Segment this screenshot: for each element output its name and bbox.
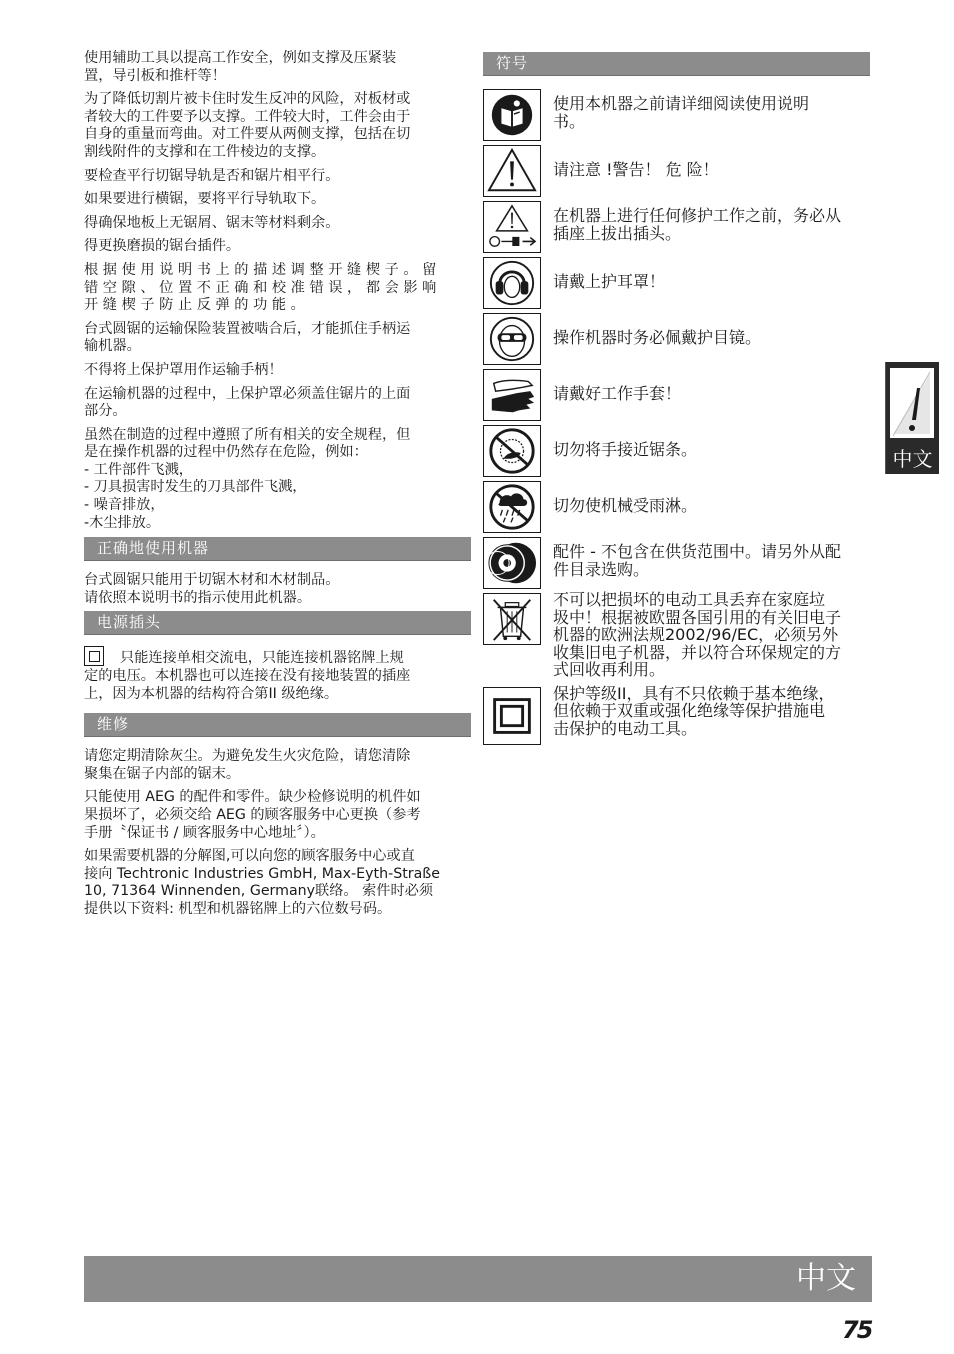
text-line: 在运输机器的过程中，上保护罩必须盖住锯片的上面 <box>84 385 411 402</box>
symbol-row <box>483 481 870 537</box>
text-line: - 刀具损害时发生的刀具部件飞溅， <box>84 479 307 496</box>
text-line: 割线附件的支撑和在工件棱边的支撑。 <box>84 143 326 160</box>
symbol-description <box>553 441 697 459</box>
text-line: 但依赖于双重或强化绝缘等保护措施电 <box>553 701 826 720</box>
left-column <box>84 50 471 925</box>
paragraph <box>84 215 471 233</box>
paragraph <box>84 321 471 356</box>
text-line: 根据使用说明书上的描述调整开缝楔子。留 <box>84 261 441 278</box>
text-line: 提供以下资料: 机型和机器铭牌上的六位数号码。 <box>84 900 392 917</box>
text-line: 保护等级II，具有不只依赖于基本绝缘， <box>553 683 835 703</box>
symbol-row <box>483 313 870 369</box>
paragraph <box>84 386 471 421</box>
text-line: 件目录选购。 <box>553 559 650 579</box>
text-line: 如果要进行横锯，要将平行导轨取下。 <box>84 191 326 208</box>
symbol-description <box>553 591 841 679</box>
eye-protection-icon <box>483 313 541 365</box>
power-plug-text <box>84 646 471 703</box>
exclamation-warning-icon <box>890 368 934 438</box>
no-hands-near-blade-icon <box>483 425 541 477</box>
symbol-row <box>483 683 870 747</box>
text-line: 只能连接单相交流电，只能连接机器铭牌上规 <box>120 650 404 667</box>
text-line: 如果需要机器的分解图,可以向您的顾客服务中心或直 <box>84 848 415 865</box>
symbol-description <box>553 329 761 347</box>
section-heading-power-plug: 电源插头 <box>84 611 471 635</box>
accessory-blades-icon <box>483 537 541 589</box>
warning-triangle-icon <box>483 145 541 197</box>
text-line: 得更换磨损的锯台插件。 <box>84 238 241 255</box>
text-line: 台式圆锯的运输保险装置被啮合后，才能抓住手柄运 <box>84 320 411 337</box>
protection-class-2-icon <box>84 646 104 666</box>
text-line: 切勿使机械受雨淋。 <box>553 496 698 515</box>
read-manual-icon <box>483 89 541 141</box>
text-line: 不得将上保护罩用作运输手柄！ <box>84 361 283 378</box>
text-line: 10, 71364 Winnenden, Germany联络。 索件时必须 <box>84 883 434 900</box>
text-line: 插座上拔出插头。 <box>553 223 682 243</box>
symbol-description <box>553 685 834 738</box>
symbol-row <box>483 89 870 145</box>
text-line: 置，导引板和推杆等！ <box>84 67 226 84</box>
language-side-tab <box>885 362 939 474</box>
text-line: 击保护的电动工具。 <box>553 718 698 738</box>
text-line: 果损坏了，必须交给 AEG 的顾客服务中心更换（参考 <box>84 807 421 823</box>
text-line: 请依照本说明书的指示使用此机器。 <box>84 589 312 606</box>
text-line: 自身的重量而弯曲。对工件要从两侧支撑，包括在切 <box>84 126 411 143</box>
unplug-warning-icon <box>483 201 541 253</box>
side-tab-label: 中文 <box>892 447 933 471</box>
text-line: 切勿将手接近锯条。 <box>553 440 698 459</box>
text-line: 错空隙、位置不正确和校准错误，都会影响 <box>84 279 441 296</box>
text-line: 不可以把损坏的电动工具丢弃在家庭垃 <box>553 590 826 609</box>
text-line: 配件 - 不包含在供货范围中。请另外从配 <box>553 542 841 561</box>
text-line: 聚集在锯子内部的锯末。 <box>84 765 241 782</box>
text-line: 操作机器时务必佩戴护目镜。 <box>553 328 762 347</box>
symbol-row <box>483 590 870 687</box>
no-rain-icon <box>483 481 541 533</box>
text-line: 请注意 !警告！ 危 险！ <box>553 160 719 179</box>
symbol-description <box>553 95 809 130</box>
text-line: 台式圆锯只能用于切锯木材和木材制品。 <box>84 572 340 589</box>
gloves-icon <box>483 369 541 421</box>
text-line: 请戴好工作手套！ <box>553 384 682 403</box>
text-line: 接向 Techtronic Industries GmbH, Max-Eyth-Straße <box>84 865 440 882</box>
text-line: -木尘排放。 <box>84 514 161 531</box>
symbol-list <box>483 89 870 747</box>
section-heading-symbols: 符号 <box>483 52 870 76</box>
text-line: 者较大的工件要予以支撑。工件较大时，工件会由于 <box>84 108 411 125</box>
protection-class-2-icon <box>483 687 541 745</box>
paragraph <box>84 50 471 85</box>
text-line: 使用本机器之前请详细阅读使用说明 <box>553 94 810 113</box>
symbol-description <box>553 207 841 242</box>
text-line: 要检查平行切锯导轨是否和锯片相平行。 <box>84 167 340 184</box>
text-line: 使用辅助工具以提高工作安全，例如支撑及压紧装 <box>84 50 397 66</box>
maintenance-paragraphs <box>84 748 471 918</box>
text-line: 收集旧电子机器，并以符合环保规定的方 <box>553 642 842 662</box>
symbol-description <box>553 497 697 515</box>
symbol-row <box>483 425 870 481</box>
paragraph <box>84 191 471 209</box>
text-line: 上，因为本机器的结构符合第II 级绝缘。 <box>84 685 339 702</box>
text-line: 部分。 <box>84 403 127 420</box>
section-heading-maintenance: 维修 <box>84 713 471 737</box>
paragraph <box>84 748 471 783</box>
text-line: 在机器上进行任何修护工作之前，务必从 <box>553 206 842 225</box>
text-line: 虽然在制造的过程中遵照了所有相关的安全规程，但 <box>84 426 411 443</box>
footer-bar <box>84 1256 872 1302</box>
text-line: 式回收再利用。 <box>553 660 666 679</box>
symbol-description <box>553 543 841 578</box>
text-line: 手册〝保证书 / 顾客服务中心地址〞）。 <box>84 824 325 841</box>
text-line: 得确保地板上无锯屑、锯末等材料剩余。 <box>84 214 340 231</box>
footer-language-label: 中文 <box>796 1261 856 1296</box>
text-line: 圾中！根据被欧盟各国引用的有关旧电子 <box>553 607 842 627</box>
text-line: 书。 <box>553 111 586 131</box>
ear-protection-icon <box>483 257 541 309</box>
paragraph <box>84 238 471 256</box>
paragraph <box>84 362 471 380</box>
text-line: 开缝楔子防止反弹的功能。 <box>84 297 310 314</box>
text-line: 定的电压。本机器也可以连接在没有接地装置的插座 <box>84 668 411 685</box>
paragraph <box>84 848 471 918</box>
weee-bin-icon <box>483 593 541 645</box>
paragraph <box>84 91 471 161</box>
symbol-row <box>483 145 870 201</box>
text-line: 请您定期清除灰尘。为避免发生火灾危险，请您清除 <box>84 748 411 765</box>
text-line: 输机器。 <box>84 338 141 355</box>
text-line: 请戴上护耳罩！ <box>553 272 666 291</box>
symbol-description <box>553 273 665 291</box>
symbol-description <box>553 385 681 403</box>
paragraph <box>84 262 471 315</box>
symbol-row <box>483 369 870 425</box>
text-line: 为了降低切割片被卡住时发生反冲的风险，对板材或 <box>84 91 411 108</box>
paragraph <box>84 427 471 533</box>
text-line: 机器的欧洲法规2002/96/EC，必须另外 <box>553 625 839 644</box>
symbol-description <box>553 161 719 179</box>
page-number: 75 <box>842 1316 872 1344</box>
symbol-row <box>483 257 870 313</box>
paragraph <box>84 789 471 842</box>
symbol-row <box>483 537 870 593</box>
text-line: - 工件部件飞溅， <box>84 461 193 478</box>
symbol-row <box>483 201 870 257</box>
text-line: 只能使用 AEG 的配件和零件。缺少检修说明的机件如 <box>84 789 421 806</box>
text-line: - 噪音排放， <box>84 497 165 514</box>
text-line: 是在操作机器的过程中仍然存在危险，例如： <box>84 444 368 461</box>
proper-use-text <box>84 572 471 607</box>
section-heading-proper-use: 正确地使用机器 <box>84 537 471 561</box>
right-column <box>483 52 870 747</box>
safety-paragraphs <box>84 50 471 532</box>
paragraph <box>84 168 471 186</box>
